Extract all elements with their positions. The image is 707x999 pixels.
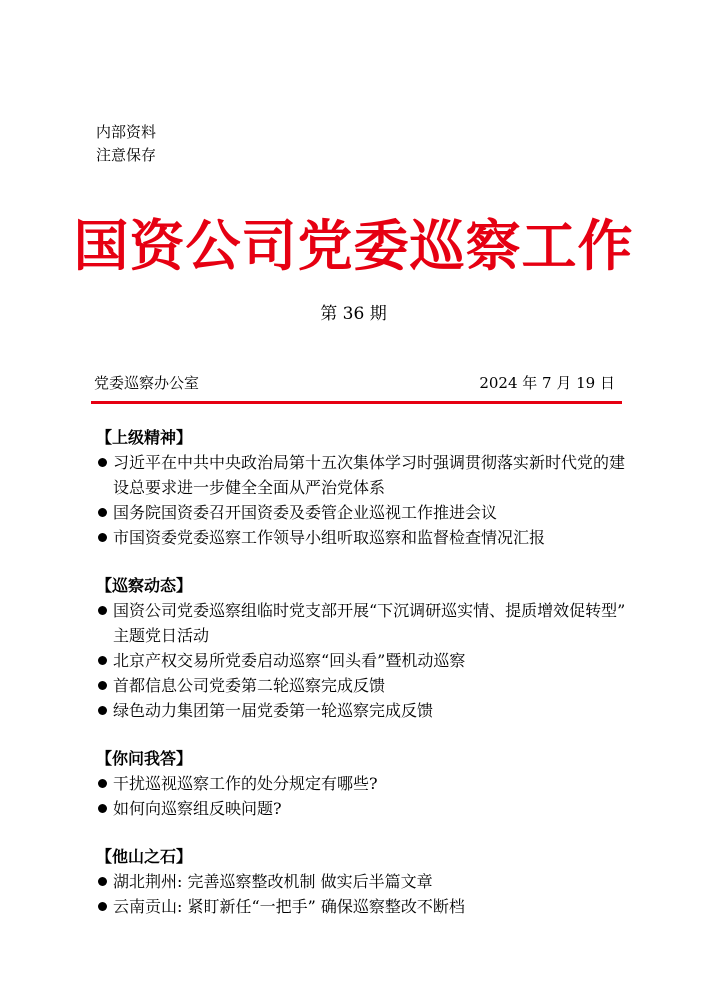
section-heading: 【他山之石】 [96,847,193,866]
section-heading: 【上级精神】 [96,428,193,447]
bullet-icon [96,450,113,475]
list-item [96,698,626,723]
confidentiality-line-internal: 内部资料 [96,123,157,141]
section-heading: 【你问我答】 [96,749,193,768]
list-item-text: 市国资委党委巡察工作领导小组听取巡察和监督检查情况汇报 [113,528,546,547]
list-item [96,648,626,673]
issuing-office: 党委巡察办公室 [94,374,200,392]
bullet-icon [96,500,113,525]
list-item-text: 干扰巡视巡察工作的处分规定有哪些? [113,774,378,793]
bullet-icon [96,648,113,673]
issue-date: 2024 年 7 月 19 日 [479,374,615,392]
list-item [96,500,626,525]
table-of-contents [96,425,631,942]
bullet-icon [96,673,113,698]
list-item [96,894,626,919]
bullet-icon [96,894,113,919]
bullet-icon [96,525,113,550]
bullet-icon [96,771,113,796]
list-item [96,796,626,821]
bullet-icon [96,598,113,623]
list-item-text: 云南贡山: 紧盯新任“一把手” 确保巡察整改不断档 [113,897,465,916]
list-item [96,673,626,698]
list-item-text: 首都信息公司党委第二轮巡察完成反馈 [113,676,386,695]
list-item [96,450,626,500]
confidentiality-line-keep: 注意保存 [96,146,157,164]
bullet-icon [96,796,113,821]
masthead-divider [91,401,622,404]
list-item [96,869,626,894]
list-item-text: 湖北荆州: 完善巡察整改机制 做实后半篇文章 [113,872,433,891]
bullet-icon [96,698,113,723]
issue-number: 第 36 期 [320,304,387,324]
section-qa [96,746,626,821]
list-item-text: 北京产权交易所党委启动巡察“回头看”暨机动巡察 [113,651,466,670]
list-item [96,771,626,796]
masthead-title: 国资公司党委巡察工作 [73,214,634,278]
section-upper-guidance [96,425,626,550]
confidentiality-notice [96,121,156,167]
list-item-text: 国资公司党委巡察组临时党支部开展“下沉调研巡实情、提质增效促转型” 主题党日活动 [113,601,631,645]
section-inspection-news [96,573,631,723]
list-item [96,598,631,648]
list-item-text: 如何向巡察组反映问题? [113,799,282,818]
section-external-lessons [96,844,626,919]
list-item-text: 国务院国资委召开国资委及委管企业巡视工作推进会议 [113,503,498,522]
list-item-text: 习近平在中共中央政治局第十五次集体学习时强调贯彻落实新时代党的建设总要求进一步健全全面从严治党体系 [113,453,626,497]
list-item [96,525,626,550]
list-item-text: 绿色动力集团第一届党委第一轮巡察完成反馈 [113,701,434,720]
section-heading: 【巡察动态】 [96,576,193,595]
bullet-icon [96,869,113,894]
